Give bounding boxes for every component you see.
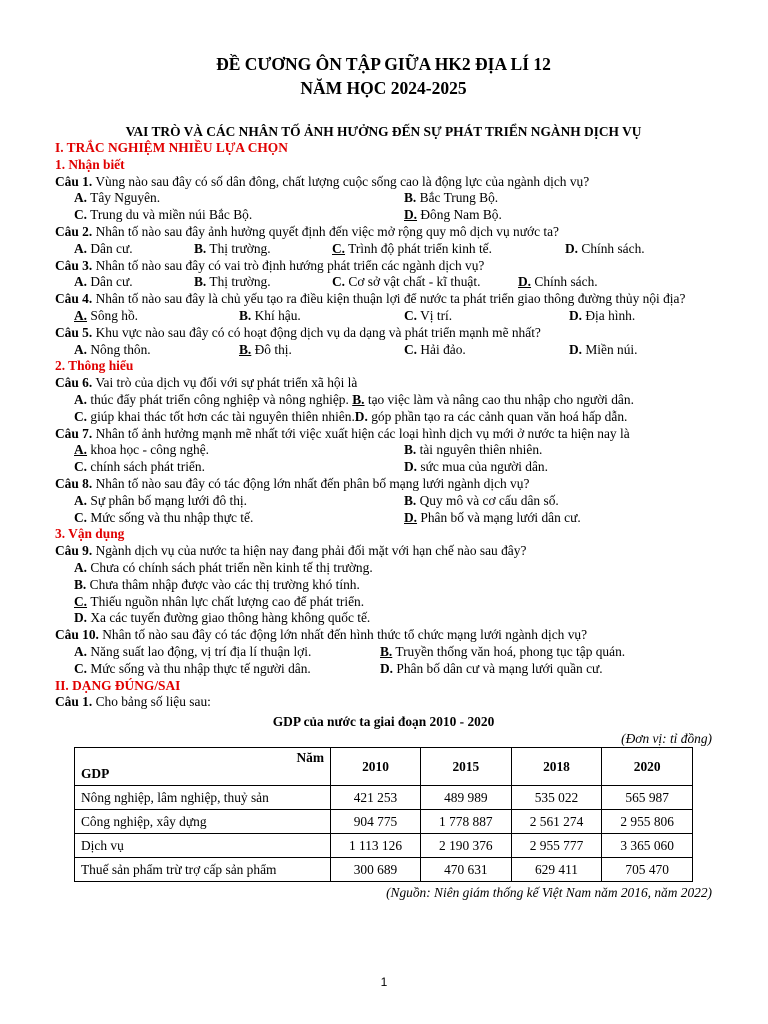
question-7: Câu 7. Nhân tố ảnh hưởng mạnh mẽ nhất tới việc xuất hiện các loại hình dịch vụ mới ở nước ta hiện nay là [55,425,630,441]
row-label: Thuế sản phẩm trừ trợ cấp sản phẩm [75,858,331,882]
table-cell: 3 365 060 [602,834,693,858]
answers-row: A. thúc đẩy phát triển công nghiệp và nông nghiệp. B. tạo việc làm và nâng cao thu nhập cho người dân. [74,391,634,407]
table-cell: 2 561 274 [511,810,602,834]
table-cell: 629 411 [511,858,602,882]
answers-row: A. khoa học - công nghệ. B. tài nguyên thiên nhiên. [74,442,543,458]
table-header-row [75,748,693,786]
year-header: 2018 [511,748,602,786]
corner-top: Năm [296,750,324,766]
subsection-heading-1: 1. Nhận biết [55,156,125,172]
question-5: Câu 5. Khu vực nào sau đây có có hoạt động dịch vụ da dạng và phát triển mạnh mẽ nhất? [55,324,541,340]
answers-row: A. Nông thôn. B. Đô thị. C. Hải đảo. D. Miền núi. [74,341,638,357]
table-cell: 470 631 [421,858,512,882]
answers-row: C. Mức sống và thu nhập thực tế. D. Phân bố và mạng lưới dân cư. [74,509,581,525]
section-heading-1: I. TRẮC NGHIỆM NHIỀU LỰA CHỌN [55,140,288,155]
table-cell: 2 955 777 [511,834,602,858]
answers-row: A. Sông hồ. B. Khí hậu. C. Vị trí. D. Địa hình. [74,307,636,323]
answers-row: A. Năng suất lao động, vị trí địa lí thuận lợi. B. Truyền thống văn hoá, phong tục tập quán. [74,643,626,659]
answers-row: C. Mức sống và thu nhập thực tế người dân. D. Phân bố dân cư và mạng lưới quần cư. [74,660,603,676]
answers-row: A. Dân cư. B. Thị trường. C. Trình độ phát triển kinh tế. D. Chính sách. [74,240,645,256]
row-label: Công nghiệp, xây dựng [75,810,331,834]
row-label: Nông nghiệp, lâm nghiệp, thuỷ sản [75,786,331,810]
question-9: Câu 9. Ngành dịch vụ của nước ta hiện nay đang phải đối mặt với hạn chế nào sau đây? [55,543,527,559]
document-page [55,52,712,902]
corner-bottom: GDP [81,766,110,782]
question-2: Câu 2. Nhân tố nào sau đây ảnh hưởng quyết định đến việc mở rộng quy mô dịch vụ nước ta? [55,223,559,239]
subsection-heading-2: 2. Thông hiểu [55,358,134,374]
table-row [75,858,693,882]
answer-d: D. Xa các tuyến đường giao thông hàng không quốc tế. [74,610,371,626]
table-row [75,834,693,858]
question-label: Câu 1. [55,173,93,189]
question-text: Vùng nào sau đây có số dân đông, chất lượng cuộc sống cao là động lực của ngành dịch vụ? [92,173,590,189]
year-header: 2020 [602,748,693,786]
corner-cell [75,748,331,786]
answer-b: B. Chưa thâm nhập được vào các thị trường khó tính. [74,576,360,592]
table-cell: 2 955 806 [602,810,693,834]
table-cell: 535 022 [511,786,602,810]
question-6: Câu 6. Vai trò của dịch vụ đối với sự phát triển xã hội là [55,375,358,391]
year-header: 2010 [331,748,421,786]
gdp-table [74,747,693,882]
table-cell: 1 778 887 [421,810,512,834]
table-row [75,786,693,810]
answers-row: C. giúp khai thác tốt hơn các tài nguyên thiên nhiên.D. góp phần tạo ra các cảnh quan văn hoá hấp dẫn. [74,408,628,424]
answer-a: A. Chưa có chính sách phát triển nền kinh tế thị trường. [74,559,373,575]
answers-row: C. Trung du và miền núi Bắc Bộ. D. Đông Nam Bộ. [74,207,502,223]
table-cell: 300 689 [331,858,421,882]
ds-question-1: Câu 1. Cho bảng số liệu sau: [55,694,211,710]
subsection-heading-3: 3. Vận dụng [55,526,125,542]
year-header: 2015 [421,748,512,786]
doc-subtitle: VAI TRÒ VÀ CÁC NHÂN TỐ ẢNH HƯỞNG ĐẾN SỰ PHÁT TRIỂN NGÀNH DỊCH VỤ [125,124,642,139]
table-cell: 705 470 [602,858,693,882]
table-cell: 489 989 [421,786,512,810]
table-cell: 904 775 [331,810,421,834]
table-cell: 565 987 [602,786,693,810]
table-cell: 421 253 [331,786,421,810]
table-row [75,810,693,834]
doc-title-2: NĂM HỌC 2024-2025 [300,78,467,98]
doc-title-1: ĐỀ CƯƠNG ÔN TẬP GIỮA HK2 ĐỊA LÍ 12 [216,54,551,74]
question-1 [55,174,712,191]
table-unit: (Đơn vị: tỉ đồng) [621,731,712,747]
section-heading-2: II. DẠNG ĐÚNG/SAI [55,677,181,693]
answers-row: A. Sự phân bố mạng lưới đô thị. B. Quy mô và cơ cấu dân số. [74,492,559,508]
answers-row: C. chính sách phát triển. D. sức mua của người dân. [74,459,548,475]
question-8: Câu 8. Nhân tố nào sau đây có tác động lớn nhất đến phân bố mạng lưới ngành dịch vụ? [55,475,530,491]
answer-c: C. Thiếu nguồn nhân lực chất lượng cao để phát triển. [74,593,365,609]
table-title: GDP của nước ta giai đoạn 2010 - 2020 [272,714,495,730]
page-number: 1 [380,975,388,989]
table-cell: 2 190 376 [421,834,512,858]
question-3: Câu 3. Nhân tố nào sau đây có vai trò định hướng phát triển các ngành dịch vụ? [55,257,485,273]
row-label: Dịch vụ [75,834,331,858]
table-cell: 1 113 126 [331,834,421,858]
table-source: (Nguồn: Niên giám thống kế Việt Nam năm 2016, năm 2022) [386,885,712,901]
question-10: Câu 10. Nhân tố nào sau đây có tác động lớn nhất đến hình thức tổ chức mạng lưới ngành dịch vụ? [55,627,588,643]
answers-row: A. Dân cư. B. Thị trường. C. Cơ sở vật chất - kĩ thuật. D. Chính sách. [74,274,598,290]
question-4: Câu 4. Nhân tố nào sau đây là chủ yếu tạo ra điều kiện thuận lợi để nước ta phát triển giao thông đường thủy nội địa? [55,291,686,307]
answers-row: A. Tây Nguyên. B. Bắc Trung Bộ. [74,190,499,206]
